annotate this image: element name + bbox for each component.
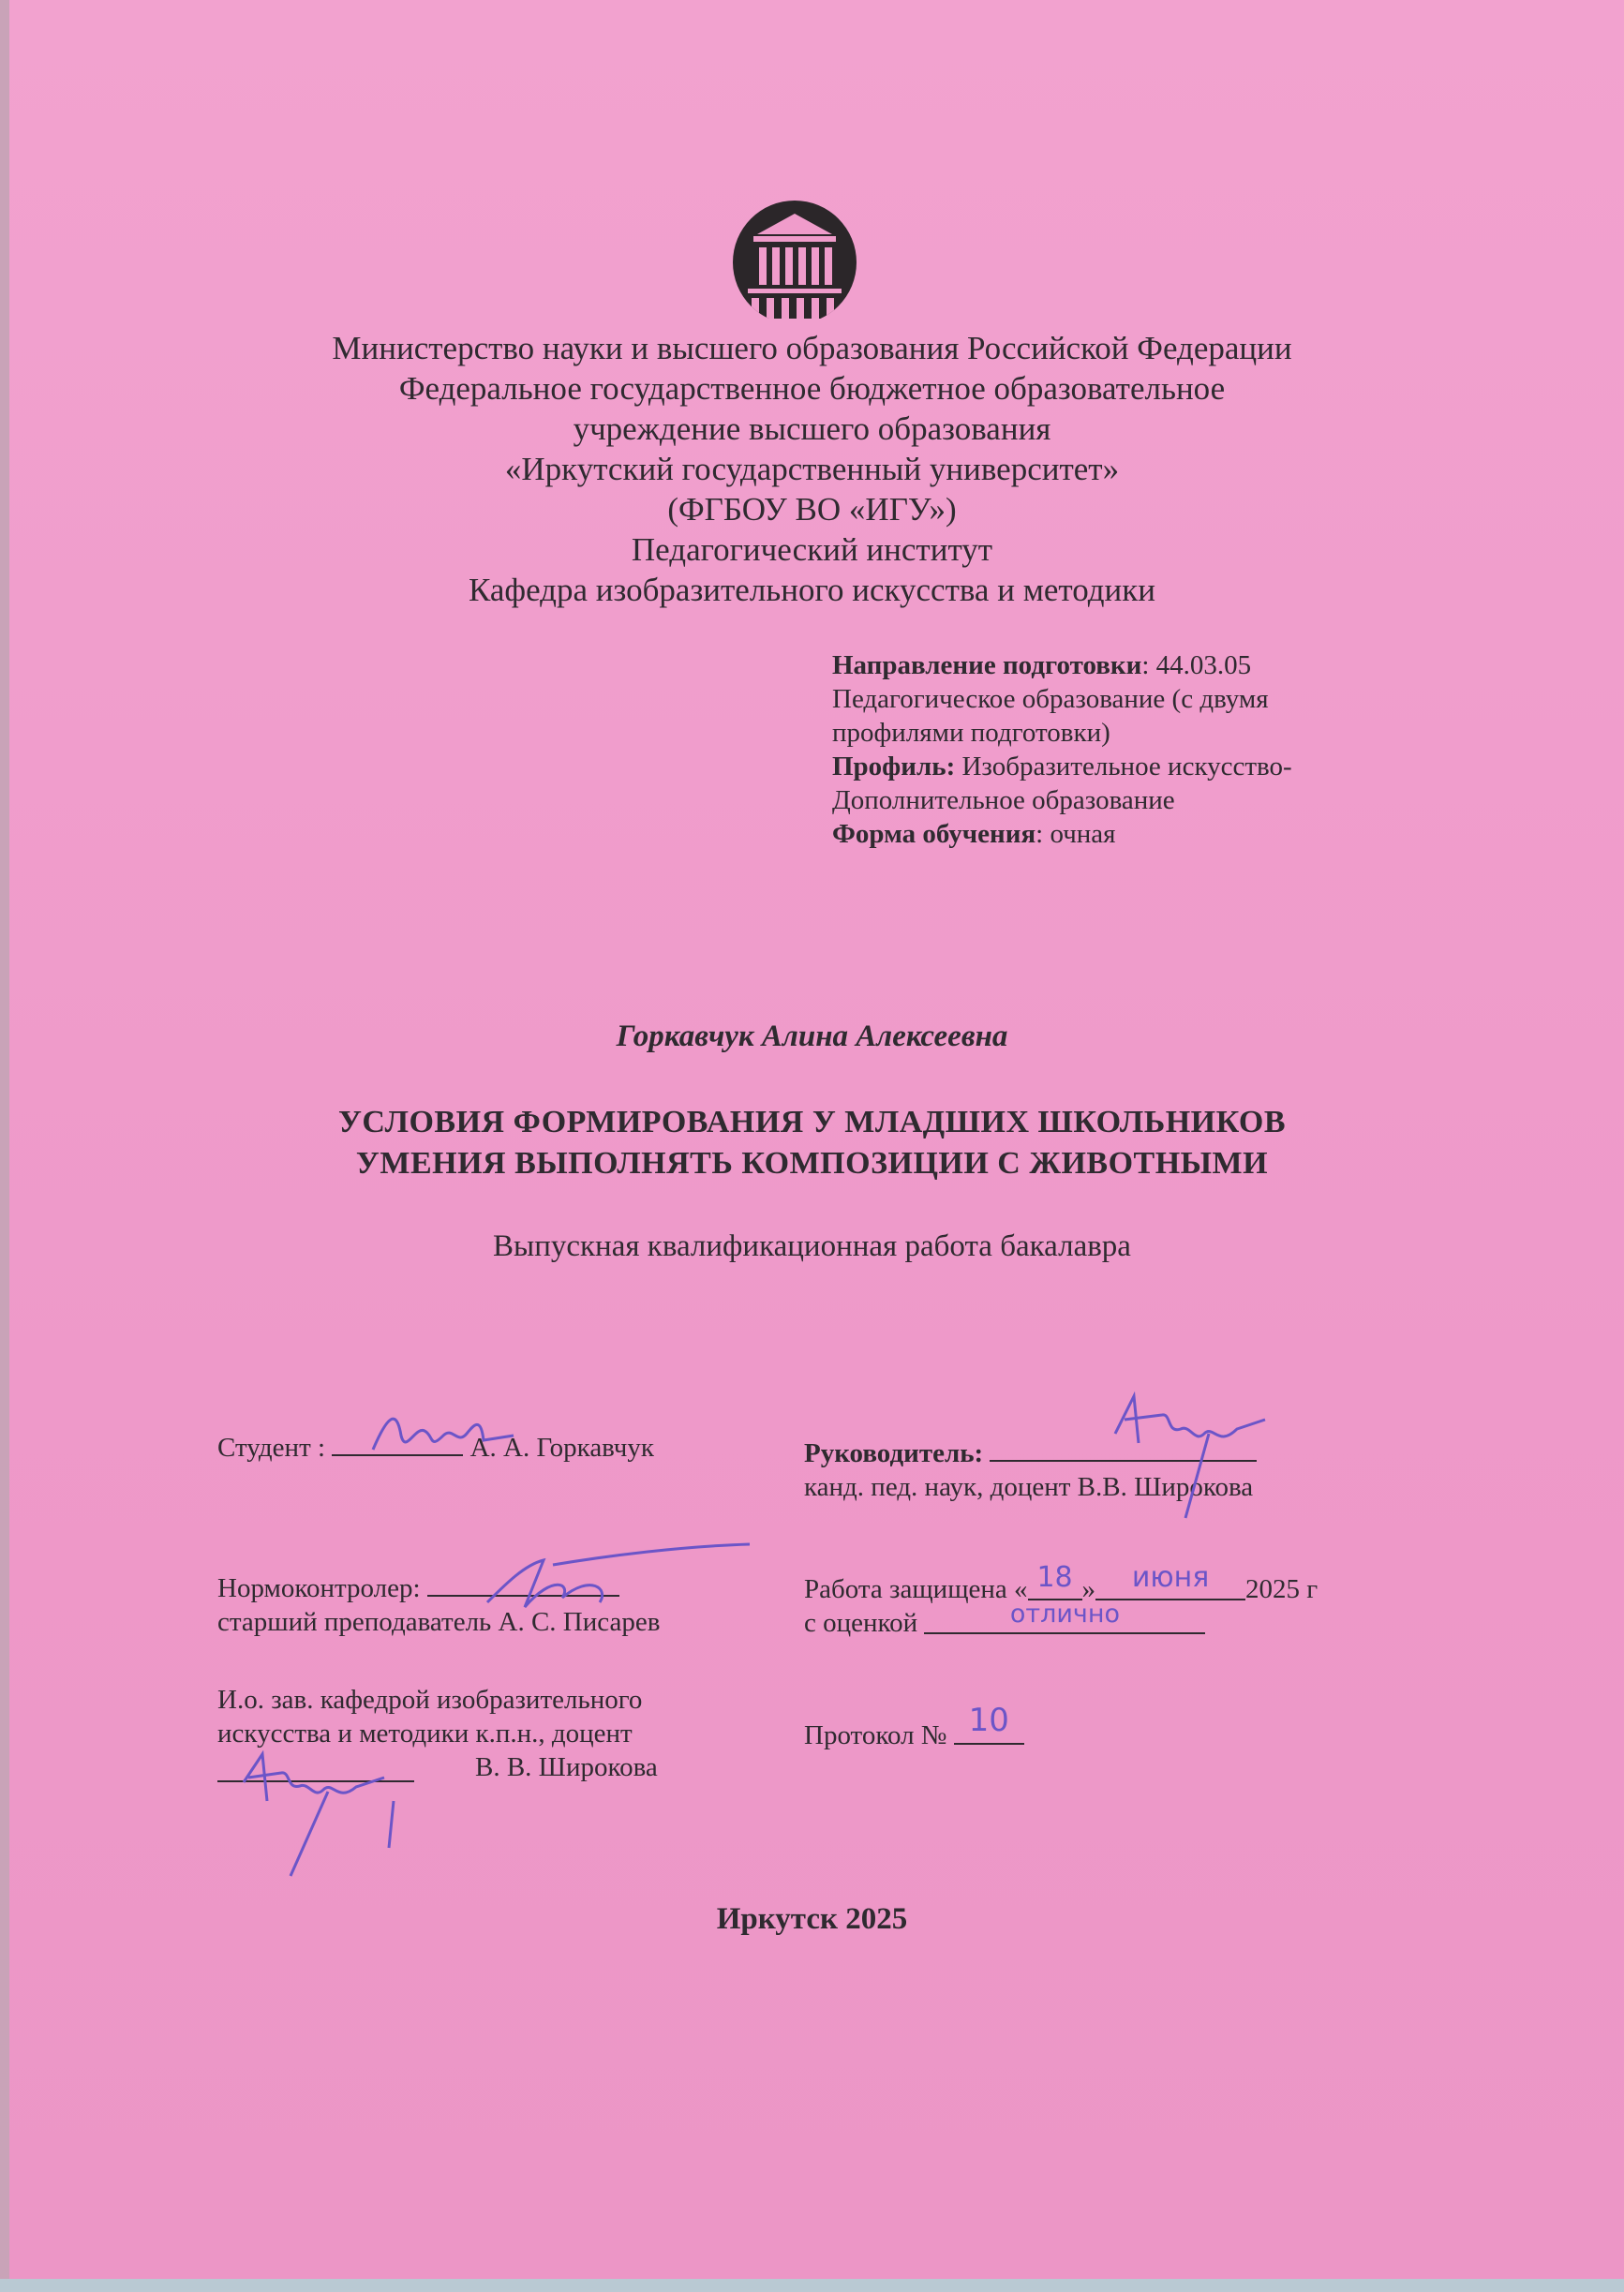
header-abbrev: (ФГБОУ ВО «ИГУ»): [667, 491, 957, 528]
thesis-title: [0, 1102, 1624, 1184]
defense-mid: »: [1081, 1574, 1096, 1604]
title-line-1: УСЛОВИЯ ФОРМИРОВАНИЯ У МЛАДШИХ ШКОЛЬНИКОВ: [337, 1105, 1287, 1139]
normcontrol-details: старший преподаватель А. С. Писарев: [217, 1607, 661, 1637]
title-line-2: УМЕНИЯ ВЫПОЛНЯТЬ КОМПОЗИЦИИ С ЖИВОТНЫМИ: [355, 1146, 1269, 1181]
head-signature: [225, 1745, 422, 1885]
student-name: А. А. Горкавчук: [469, 1433, 654, 1463]
protocol-label: Протокол №: [804, 1720, 947, 1750]
defense-prefix: Работа защищена «: [804, 1574, 1028, 1604]
header-institution-type: учреждение высшего образования: [573, 410, 1051, 447]
header-ministry: Министерство науки и высшего образования Российской Федерации: [332, 330, 1292, 366]
grade-label: с оценкой: [804, 1608, 918, 1638]
supervisor-signature: [1096, 1377, 1274, 1527]
direction-value: : 44.03.05: [1141, 650, 1252, 680]
work-type: Выпускная квалификационная работа бакалавра: [493, 1229, 1131, 1263]
normcontrol-label: Нормоконтролер:: [217, 1573, 421, 1603]
form-value: : очная: [1035, 819, 1116, 849]
defense-block: [804, 1561, 1319, 1640]
author-name: Горкавчук Алина Алексеевна: [616, 1019, 1008, 1053]
head-name: В. В. Широкова: [475, 1752, 658, 1782]
profile-value: Изобразительное искусство-: [955, 752, 1292, 781]
head-line1: И.о. зав. кафедрой изобразительного: [217, 1685, 643, 1715]
supervisor-details: канд. пед. наук, доцент В.В. Широкова: [804, 1472, 1254, 1502]
direction-label: Направление подготовки: [832, 650, 1142, 680]
direction-line2: Педагогическое образование (с двумя: [832, 684, 1269, 714]
defense-day: 18: [1036, 1561, 1073, 1594]
student-signature: [364, 1398, 523, 1464]
form-label: Форма обучения: [832, 819, 1036, 849]
header-university: «Иркутский государственный университет»: [504, 451, 1120, 487]
normcontrol-signature: [469, 1537, 759, 1621]
direction-line3: профилями подготовки): [832, 718, 1110, 748]
profile-label: Профиль:: [832, 752, 956, 781]
header-institute: Педагогический институт: [631, 531, 993, 568]
header-federal: Федеральное государственное бюджетное образовательное: [398, 370, 1226, 407]
institution-header: [0, 328, 1624, 610]
protocol-block: [804, 1702, 1024, 1752]
head-line2: искусства и методики к.п.н., доцент: [217, 1719, 633, 1749]
scan-bottom-edge: [0, 2279, 1624, 2292]
university-logo: [729, 197, 860, 319]
city-year: Иркутск 2025: [716, 1902, 908, 1936]
profile-line2: Дополнительное образование: [832, 785, 1175, 815]
student-label: Студент :: [217, 1433, 326, 1463]
program-info: [832, 648, 1357, 851]
defense-year: 2025 г: [1245, 1574, 1319, 1604]
grade-value: отлично: [1009, 1600, 1121, 1629]
supervisor-label: Руководитель:: [804, 1438, 984, 1468]
protocol-number: 10: [968, 1702, 1009, 1739]
header-department: Кафедра изобразительного искусства и методики: [469, 572, 1155, 608]
defense-month: июня: [1131, 1561, 1210, 1594]
